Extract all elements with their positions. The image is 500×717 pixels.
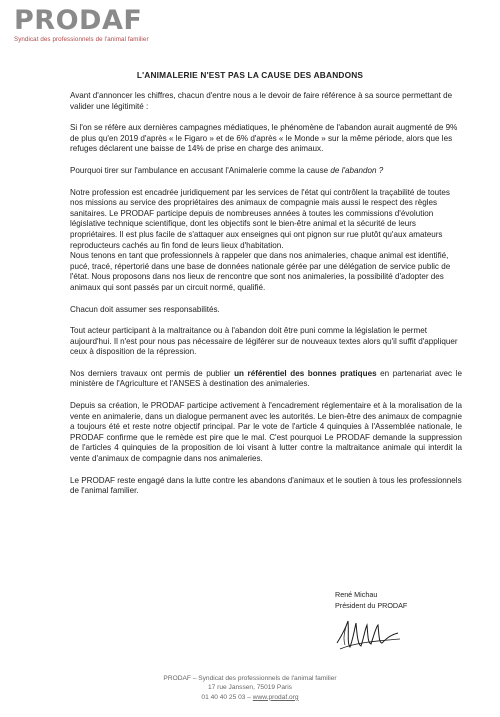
question-text: Pourquoi tirer sur l'ambulance en accusant l'Animalerie comme la cause — [70, 165, 331, 175]
paragraph-punishment: Tout acteur participant à la maltraitance ou à l'abandon doit être puni comme la législation le permet aujourd'hui. Il n'est pour nous pas nécessaire de légiférer sur de nouveaux textes alors qu'il suffit d'appliquer ceux à disposition de la répression. — [70, 326, 458, 357]
footer-phone: 01 40 40 25 03 — [201, 693, 246, 701]
signatory-role: Président du PRODAF — [335, 601, 408, 610]
paragraph-commitment: Le PRODAF reste engagé dans la lutte contre les abandons d'animaux et le soutien à tous les professionnels de l'animal familier. — [70, 475, 462, 496]
paragraph-statistics: Si l'on se réfère aux dernières campagnes médiatiques, le phénomène de l'abandon aurait augmenté de 9% de plus qu'en 2019 d'après « le Figaro » et de 6% d'après « le Monde » sur la même période, alors que les refuges déclarent une baisse de 14% de prise en charge des animaux. — [70, 123, 458, 154]
document-title: L'ANIMALERIE N'EST PAS LA CAUSE DES ABANDONS — [136, 70, 364, 80]
logo-tagline: Syndicat des professionnels de l'animal familier — [14, 36, 149, 43]
footer-contact — [0, 693, 500, 702]
footer-website-link[interactable]: www.prodaf.org — [252, 693, 299, 701]
referential-text-end: en partenariat avec le ministère de l'Agriculture et l'ANSES à destination des animaleries. — [70, 368, 462, 389]
paragraph-traceability: Nous tenons en tant que professionnels à rappeler que dans nos animaleries, chaque animal est identifié, pucé, tracé, répertorié dans une base de données nationale gérée par une délégation de service public de l'état. Nous proposons dans nos lieux de rencontre que sont nos animaleries, la possibilité d'adopter des animaux qui sont passés par un circuit normé, qualifié. — [70, 251, 451, 292]
footer-organization: PRODAF – Syndicat des professionnels de l'animal familier — [163, 675, 337, 682]
question-emphasis: de l'abandon ? — [330, 165, 384, 175]
signature-block — [335, 589, 407, 611]
referential-bold: un référentiel des bonnes pratiques — [234, 368, 377, 378]
paragraph-intro: Avant d'annoncer les chiffres, chacun d'entre nous a le devoir de faire référence à sa source permettant de valider une légitimité : — [70, 91, 453, 111]
handwritten-signature — [334, 613, 404, 655]
paragraph-referential — [70, 369, 462, 390]
logo-wordmark: PRODAF — [14, 5, 143, 36]
document-body — [70, 91, 462, 508]
paragraph-responsibility: Chacun doit assumer ses responsabilités. — [70, 304, 220, 314]
footer-separator: – — [245, 693, 253, 701]
referential-text-start: Nos derniers travaux ont permis de publier — [70, 368, 235, 378]
paragraph-question — [70, 166, 462, 177]
paragraph-regulation: Notre profession est encadrée juridiquement par les services de l'état qui contrôlent la traçabilité de toutes nos missions au service des propriétaires des animaux de compagnie mais aussi le respect des règles sanitaires. Le PRODAF participe depuis de nombreuses années à toutes les commissions d'évolution législative technique scientifique, dont les objectifs sont le bien-être animal et la sécurité de leurs propriétaires. Il est plus facile de s'attaquer aux enseignes qui ont pignon sur rue plutôt qu'aux amateurs reproducteurs cachés au fin fond de leurs lieux d'habitation. — [70, 187, 450, 250]
signatory-name: René Michau — [335, 590, 378, 599]
footer-address: 17 rue Janssen, 75019 Paris — [208, 684, 292, 692]
page-footer — [0, 674, 500, 702]
paragraph-creation: Depuis sa création, le PRODAF participe activement à l'encadrement réglementaire et à la moralisation de la vente en animalerie, dans un dialogue permanent avec les autorités. Le bien-être des animaux de compagnie a toujours été et reste notre objectif principal. Par le vote de l'article 4 quinquies à l'Assemblée nationale, le PRODAF confirme que le remède est pire que le mal. C'est pourquoi Le PRODAF demande la suppression de l'articles 4 quinquies de la proposition de loi visant à lutter contre la maltraitance animale qui interdit la vente d'animaux de compagnie dans nos animaleries. — [70, 401, 462, 464]
prodaf-logo — [14, 6, 149, 43]
